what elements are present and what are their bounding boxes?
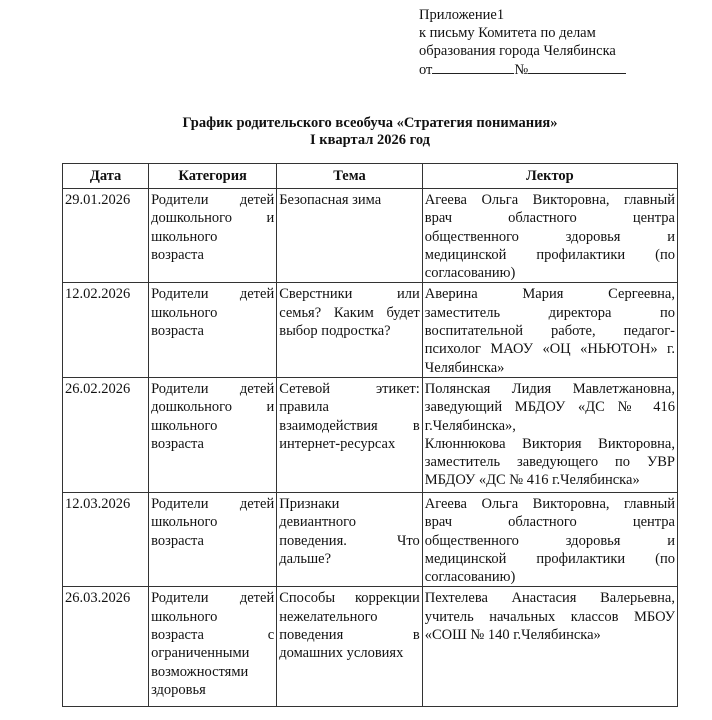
category-line: школьного	[151, 514, 218, 531]
cell-category	[149, 377, 277, 492]
topic-line: Безопасная зима	[279, 192, 382, 208]
cell-topic	[277, 587, 423, 707]
table-header-row	[63, 164, 678, 189]
header-date: Дата	[63, 164, 149, 189]
cell-lecturer	[422, 377, 677, 492]
topic-line: Признаки	[279, 495, 340, 512]
category-line: возраста с	[151, 627, 275, 644]
category-line: Родители детей	[151, 495, 275, 512]
cell-date: 26.02.2026	[63, 377, 149, 492]
lecturer-line: «СОШ № 140 г.Челябинска»	[424, 627, 601, 644]
cell-date: 12.02.2026	[63, 283, 149, 377]
lecturer-line: врач областного центра	[424, 210, 675, 227]
lecturer-line: учитель начальных классов МБОУ	[424, 608, 675, 625]
topic-line: выбор подростка?	[279, 323, 391, 340]
cell-topic	[277, 492, 423, 586]
cell-topic	[277, 283, 423, 377]
lecturer-line: врач областного центра	[424, 514, 675, 531]
lecturer-line: г.Челябинска»,	[424, 417, 516, 434]
lecturer-line: МБДОУ «ДС № 416 г.Челябинска»	[424, 472, 640, 489]
title-line-1: График родительского всеобуча «Стратегия понимания»	[182, 115, 558, 131]
cell-lecturer	[422, 587, 677, 707]
lecturer-line: воспитательной работе, педагог-	[424, 323, 675, 340]
topic-line: домашних условиях	[279, 645, 404, 662]
cell-category	[149, 587, 277, 707]
category-line: ограниченными	[151, 645, 250, 662]
topic-line: поведения. Что	[279, 532, 420, 549]
category-line: возможностями	[151, 663, 249, 680]
date-blank	[432, 60, 514, 74]
topic-line: Способы коррекции	[279, 590, 420, 607]
schedule-table	[62, 163, 678, 707]
lecturer-line: общественного здоровья и	[424, 532, 675, 549]
number-blank	[528, 60, 626, 74]
category-line: возраста	[151, 435, 204, 452]
category-line: Родители детей	[151, 286, 275, 303]
category-line: Родители детей	[151, 380, 275, 397]
category-line: школьного	[151, 417, 218, 434]
table-row	[63, 283, 678, 377]
lecturer-line: медицинской профилактики (по	[424, 550, 675, 567]
category-line: школьного	[151, 228, 218, 245]
category-line: школьного	[151, 304, 218, 321]
lecturer-line: заместитель директора по	[424, 304, 675, 321]
topic-line: семья? Каким будет	[279, 304, 420, 321]
cell-lecturer	[422, 283, 677, 377]
table-row	[63, 189, 678, 283]
lecturer-line: Агеева Ольга Викторовна, главный	[424, 495, 675, 512]
cell-lecturer	[422, 492, 677, 586]
topic-line: Сетевой этикет:	[279, 380, 420, 397]
topic-line: Сверстники или	[279, 286, 420, 303]
cell-date: 29.01.2026	[63, 189, 149, 283]
header-lecturer: Лектор	[422, 164, 677, 189]
category-line: возраста	[151, 532, 204, 549]
topic-line: нежелательного	[279, 608, 378, 625]
cell-category	[149, 283, 277, 377]
lecturer-line: Клюннюкова Виктория Викторовна,	[424, 435, 675, 452]
category-line: дошкольного и	[151, 399, 275, 416]
category-line: здоровья	[151, 681, 206, 698]
annex-line-2: к письму Комитета по делам	[419, 25, 596, 41]
cell-lecturer	[422, 189, 677, 283]
cell-topic	[277, 189, 423, 283]
table-row	[63, 587, 678, 707]
category-line: школьного	[151, 608, 218, 625]
category-line: Родители детей	[151, 590, 275, 607]
annex-line-1: Приложение1	[419, 7, 505, 23]
lecturer-line: заведующий МБДОУ «ДС № 416	[424, 399, 675, 416]
cell-date: 12.03.2026	[63, 492, 149, 586]
title-line-2: I квартал 2026 год	[309, 132, 431, 148]
lecturer-line: согласованию)	[424, 569, 516, 586]
lecturer-line: Агеева Ольга Викторовна, главный	[424, 192, 675, 208]
header-category: Категория	[149, 164, 277, 189]
number-label: №	[514, 62, 529, 78]
header-topic: Тема	[277, 164, 423, 189]
annex-line-3: образования города Челябинска	[419, 43, 616, 59]
topic-line: поведения в	[279, 627, 420, 644]
topic-line: дальше?	[279, 550, 332, 567]
lecturer-line: согласованию)	[424, 265, 516, 282]
lecturer-line: Аверина Мария Сергеевна,	[424, 286, 675, 303]
category-line: Родители детей	[151, 192, 275, 208]
from-label: от	[419, 62, 433, 78]
lecturer-line: Челябинска»	[424, 359, 505, 376]
cell-topic	[277, 377, 423, 492]
lecturer-line: психолог МАОУ «ОЦ «НЬЮТОН» г.	[424, 341, 675, 358]
cell-date: 26.03.2026	[63, 587, 149, 707]
cell-category	[149, 492, 277, 586]
lecturer-line: Пехтелева Анастасия Валерьевна,	[424, 590, 675, 607]
annex-line-4	[419, 60, 626, 79]
table-row	[63, 377, 678, 492]
cell-category	[149, 189, 277, 283]
lecturer-line: Полянская Лидия Мавлетжановна,	[424, 380, 675, 397]
annex-header	[419, 6, 626, 79]
category-line: дошкольного и	[151, 210, 275, 227]
lecturer-line: медицинской профилактики (по	[424, 246, 675, 263]
topic-line: взаимодействия в	[279, 417, 420, 434]
category-line: возраста	[151, 246, 204, 263]
document-title	[0, 115, 712, 149]
topic-line: правила	[279, 399, 329, 416]
table-row	[63, 492, 678, 586]
topic-line: интернет-ресурсах	[279, 435, 396, 452]
lecturer-line: общественного здоровья и	[424, 228, 675, 245]
topic-line: девиантного	[279, 514, 357, 531]
category-line: возраста	[151, 323, 204, 340]
lecturer-line: заместитель заведующего по УВР	[424, 454, 675, 471]
